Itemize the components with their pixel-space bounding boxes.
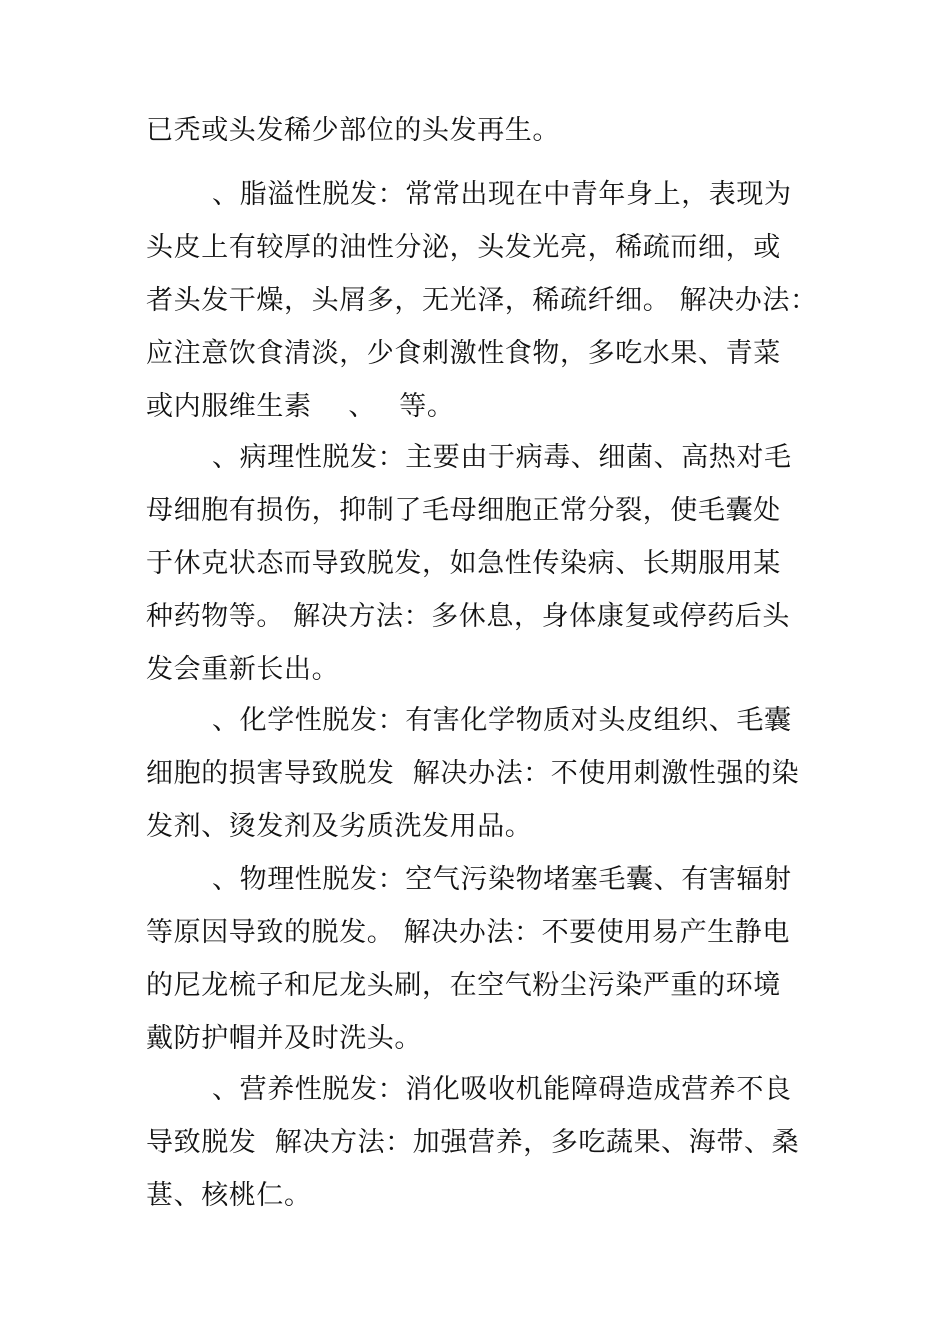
text-line: 、脂溢性脱发：常常出现在中青年身上，表现为 xyxy=(212,179,792,210)
text-line: 或内服维生素 、 等。 xyxy=(146,391,455,422)
text-line: 、物理性脱发：空气污染物堵塞毛囊、有害辐射 xyxy=(212,864,792,895)
paragraph-seborrheic-hair-loss xyxy=(146,168,818,433)
text-line: 发会重新长出。 xyxy=(146,654,340,685)
text-line: 已秃或头发稀少部位的头发再生。 xyxy=(146,115,560,146)
text-line: 发剂、烫发剂及劣质洗发用品。 xyxy=(146,811,533,842)
paragraph-nutritional-hair-loss xyxy=(146,1063,810,1222)
text-line: 的尼龙梳子和尼龙头刷，在空气粉尘污染严重的环境 xyxy=(146,970,781,1001)
paragraph-pathological-hair-loss xyxy=(146,431,810,696)
paragraph-chemical-hair-loss xyxy=(146,694,810,853)
text-line: 应注意饮食清淡，少食刺激性食物，多吃水果、青菜 xyxy=(146,338,781,369)
text-line: 母细胞有损伤，抑制了毛母细胞正常分裂，使毛囊处 xyxy=(146,495,781,526)
text-line: 导致脱发 解决方法：加强营养，多吃蔬果、海带、桑 xyxy=(146,1127,800,1158)
text-line: 者头发干燥，头屑多，无光泽，稀疏纤细。 解决办法： xyxy=(146,285,818,316)
text-line: 细胞的损害导致脱发 解决办法：不使用刺激性强的染 xyxy=(146,758,800,789)
text-line: 等原因导致的脱发。 解决办法：不要使用易产生静电 xyxy=(146,917,790,948)
paragraph-physical-hair-loss xyxy=(146,853,810,1065)
text-line: 戴防护帽并及时洗头。 xyxy=(146,1023,422,1054)
text-line: 、病理性脱发：主要由于病毒、细菌、高热对毛 xyxy=(212,442,792,473)
text-line: 种药物等。 解决方法：多休息，身体康复或停药后头 xyxy=(146,601,790,632)
paragraph-continuation xyxy=(146,104,810,157)
text-line: 于休克状态而导致脱发，如急性传染病、长期服用某 xyxy=(146,548,781,579)
text-line: 头皮上有较厚的油性分泌，头发光亮，稀疏而细，或 xyxy=(146,232,781,263)
text-line: 、化学性脱发：有害化学物质对头皮组织、毛囊 xyxy=(212,705,792,736)
text-line: 葚、核桃仁。 xyxy=(146,1180,312,1211)
text-line: 、营养性脱发：消化吸收机能障碍造成营养不良 xyxy=(212,1074,792,1105)
